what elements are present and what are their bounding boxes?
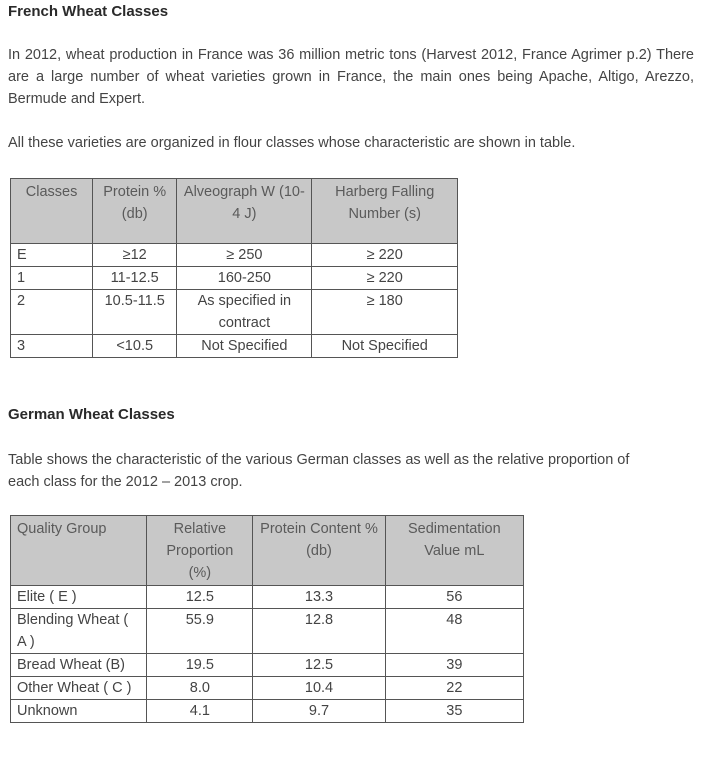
table-cell: 2 [11, 290, 93, 335]
table-cell: 10.4 [253, 677, 385, 700]
table-cell: Unknown [11, 700, 147, 723]
table-cell: 48 [385, 609, 523, 654]
table-cell: 1 [11, 267, 93, 290]
table-cell: 12.5 [147, 586, 253, 609]
table-row [11, 677, 524, 700]
column-header: Classes [11, 179, 93, 244]
table-cell: 35 [385, 700, 523, 723]
german-intro-paragraph: Table shows the characteristic of the various German classes as well as the relative proportion of each class for the 2012 – 2013 crop. [8, 452, 630, 490]
french-classes-table [10, 178, 458, 358]
table-row [11, 700, 524, 723]
table-cell: Other Wheat ( C ) [11, 677, 147, 700]
table-cell: 12.8 [253, 609, 385, 654]
column-header: Harberg Falling Number (s) [312, 179, 458, 244]
table-cell: 11-12.5 [93, 267, 177, 290]
table-cell: 160-250 [177, 267, 312, 290]
table-cell: Elite ( E ) [11, 586, 147, 609]
table-cell: Bread Wheat (B) [11, 654, 147, 677]
table-cell: <10.5 [93, 335, 177, 358]
french-heading: French Wheat Classes [8, 3, 169, 20]
column-header: Protein Content % (db) [253, 516, 385, 586]
table-cell: ≥12 [93, 244, 177, 267]
table-cell: 3 [11, 335, 93, 358]
column-header: Sedimentation Value mL [385, 516, 523, 586]
table-header-row [11, 516, 524, 586]
table-cell: Not Specified [177, 335, 312, 358]
table-cell: 19.5 [147, 654, 253, 677]
table-cell: 56 [385, 586, 523, 609]
table-row [11, 244, 458, 267]
table-row [11, 654, 524, 677]
table-row [11, 267, 458, 290]
table-cell: ≥ 220 [312, 267, 458, 290]
table-cell: 22 [385, 677, 523, 700]
table-cell: 13.3 [253, 586, 385, 609]
column-header: Relative Proportion (%) [147, 516, 253, 586]
table-cell: As specified in contract [177, 290, 312, 335]
table-cell: Blending Wheat ( A ) [11, 609, 147, 654]
table-cell: 9.7 [253, 700, 385, 723]
table-cell: ≥ 250 [177, 244, 312, 267]
table-cell: 39 [385, 654, 523, 677]
french-intro-paragraph: In 2012, wheat production in France was 36 million metric tons (Harvest 2012, France Agrimer p.2) There are a large number of wheat varieties grown in France, the main ones being Apache, Altigo, Arezzo, Bermude and Expert. [8, 47, 694, 107]
table-header-row [11, 179, 458, 244]
table-cell: 10.5-11.5 [93, 290, 177, 335]
table-row [11, 586, 524, 609]
french-table-caption: All these varieties are organized in flour classes whose characteristic are shown in table. [8, 135, 576, 151]
table-cell: 55.9 [147, 609, 253, 654]
table-cell: 8.0 [147, 677, 253, 700]
table-row [11, 290, 458, 335]
german-classes-table [10, 515, 524, 723]
column-header: Alveograph W (10-4 J) [177, 179, 312, 244]
table-cell: 4.1 [147, 700, 253, 723]
table-cell: ≥ 180 [312, 290, 458, 335]
column-header: Quality Group [11, 516, 147, 586]
column-header: Protein %(db) [93, 179, 177, 244]
german-heading: German Wheat Classes [8, 406, 175, 423]
table-row [11, 335, 458, 358]
table-cell: 12.5 [253, 654, 385, 677]
table-cell: E [11, 244, 93, 267]
table-row [11, 609, 524, 654]
table-cell: ≥ 220 [312, 244, 458, 267]
table-cell: Not Specified [312, 335, 458, 358]
